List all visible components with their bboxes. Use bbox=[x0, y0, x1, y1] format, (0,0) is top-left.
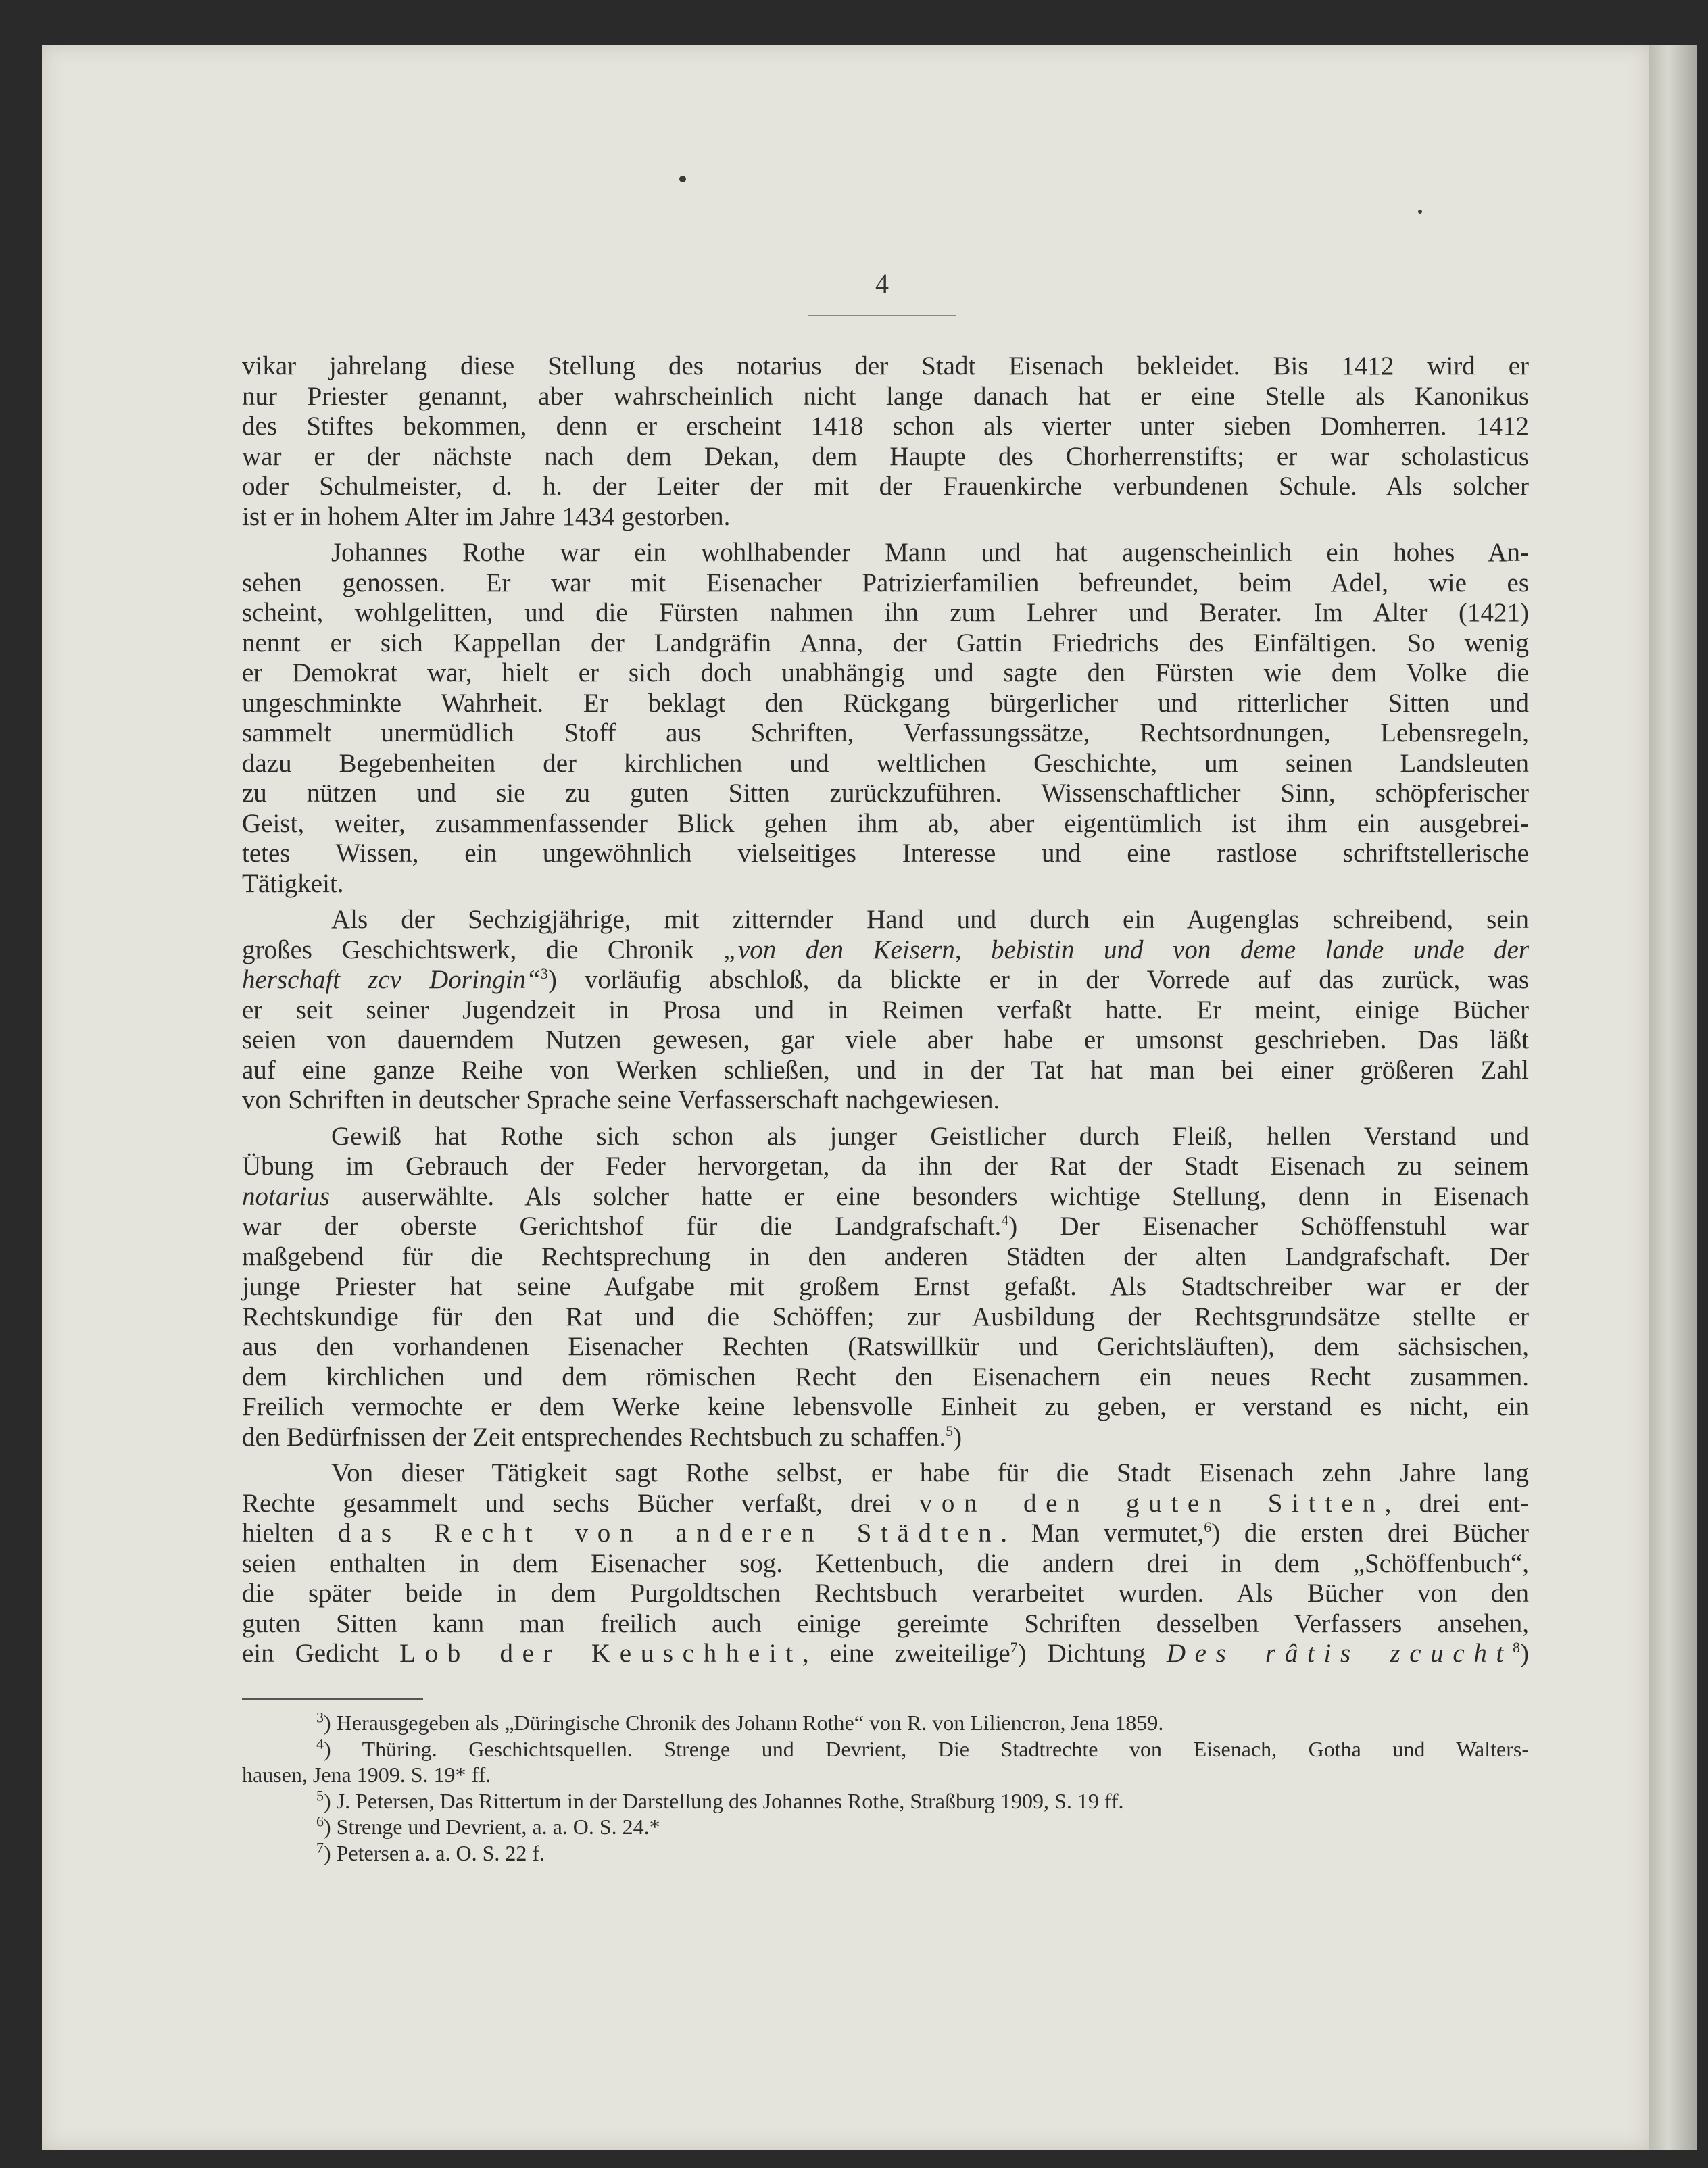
text-line: Freilich vermochte er dem Werke keine lebensvolle Einheit zu geben, er verstand es nicht, ein bbox=[242, 1392, 1529, 1421]
chronicle-title: herschaft zcv Doringin“ bbox=[242, 965, 541, 994]
text-run: ) die ersten drei Bücher bbox=[1211, 1519, 1529, 1548]
text-line: Johannes Rothe war ein wohlhabender Mann und hat augenscheinlich ein hohes An- bbox=[331, 538, 1529, 567]
text-line: des Stiftes bekommen, denn er erscheint 1418 schon als vierter unter sieben Domherren. 1412 bbox=[242, 412, 1529, 441]
footnote-ref: 5 bbox=[946, 1422, 954, 1439]
footnote-mark: 7 bbox=[316, 1838, 324, 1856]
text-line: guten Sitten kann man freilich auch einige gereimte Schriften desselben Verfassers ansehen, bbox=[242, 1608, 1529, 1638]
text-line: maßgebend für die Rechtsprechung in den anderen Städten der alten Landgrafschaft. Der bbox=[242, 1241, 1529, 1271]
text-line: Gewiß hat Rothe sich schon als junger Geistlicher durch Fleiß, hellen Verstand und bbox=[331, 1121, 1529, 1151]
text-line: dem kirchlichen und dem römischen Recht den Eisenachern ein neues Recht zusammen. bbox=[242, 1362, 1529, 1391]
text-line: nur Priester genannt, aber wahrscheinlich nicht lange danach hat er eine Stelle als Kanonikus bbox=[242, 381, 1529, 411]
text-run: , eine zweiteilige bbox=[802, 1639, 1010, 1668]
text-line: junge Priester hat seine Aufgabe mit großem Ernst gefaßt. Als Stadtschreiber war er der bbox=[242, 1272, 1529, 1301]
footnote-ref: 8 bbox=[1513, 1639, 1521, 1656]
footnote-ref: 4 bbox=[1001, 1212, 1009, 1229]
speck-mark bbox=[1418, 210, 1422, 214]
spaced-title: von den guten Sitten bbox=[919, 1488, 1385, 1518]
text-line: seien enthalten in dem Eisenacher sog. Kettenbuch, die andern drei in dem „Schöffenbuch“, bbox=[242, 1548, 1529, 1578]
footnote-text: ) Strenge und Devrient, a. a. O. S. 24.* bbox=[324, 1815, 660, 1839]
text-line bbox=[242, 965, 1529, 995]
paragraph-1 bbox=[242, 351, 1529, 532]
text-run: , drei ent- bbox=[1384, 1488, 1529, 1518]
text-line: auf eine ganze Reihe von Werken schließen, und in der Tat hat man bei einer größeren Zahl bbox=[242, 1055, 1529, 1085]
text-line: aus den vorhandenen Eisenacher Rechten (Ratswillkür und Gerichtsläuften), dem sächsischen, bbox=[242, 1332, 1529, 1361]
text-line bbox=[242, 1182, 1529, 1212]
text-run: ) bbox=[953, 1422, 962, 1452]
footnote-7 bbox=[242, 1840, 1529, 1867]
text-run: ) Der Eisenacher Schöffenstuhl war bbox=[1008, 1212, 1529, 1241]
text-line: Von dieser Tätigkeit sagt Rothe selbst, er habe für die Stadt Eisenach zehn Jahre lang bbox=[331, 1458, 1529, 1487]
text-line: oder Schulmeister, d. h. der Leiter der mit der Frauenkirche verbundenen Schule. Als solcher bbox=[242, 472, 1529, 501]
text-line: ungeschminkte Wahrheit. Er beklagt den Rückgang bürgerlicher und ritterlicher Sitten und bbox=[242, 688, 1529, 718]
footnote-mark: 6 bbox=[316, 1813, 324, 1830]
footnote-3 bbox=[242, 1710, 1529, 1736]
footnote-ref: 7 bbox=[1010, 1639, 1018, 1656]
text-run: großes Geschichtswerk, die Chronik bbox=[242, 935, 724, 964]
text-line: sammelt unermüdlich Stoff aus Schriften, Verfassungssätze, Rechtsordnungen, Lebensregeln, bbox=[242, 718, 1529, 747]
text-line: die später beide in dem Purgoldtschen Rechtsbuch verarbeitet wurden. Als Bücher von den bbox=[242, 1579, 1529, 1608]
text-run: ein Gedicht bbox=[242, 1639, 400, 1668]
text-run: ) bbox=[1520, 1639, 1530, 1668]
text-line bbox=[242, 1519, 1529, 1549]
text-run: ) vorläufig abschloß, da blickte er in der Vorrede auf das zurück, was bbox=[547, 965, 1529, 994]
footnote-ref: 3 bbox=[540, 965, 548, 982]
text-line bbox=[242, 1639, 1529, 1669]
footnote-5 bbox=[242, 1788, 1529, 1815]
text-run: auserwählte. Als solcher hatte er eine besonders wichtige Stellung, denn in Eisenach bbox=[330, 1181, 1529, 1211]
text-line: von Schriften in deutscher Sprache seine Verfasserschaft nachgewiesen. bbox=[242, 1085, 1000, 1114]
text-run: den Bedürfnissen der Zeit entsprechendes Rechtsbuch zu schaffen. bbox=[242, 1422, 946, 1452]
footnote-mark: 3 bbox=[316, 1708, 324, 1726]
text-line: zu nützen und sie zu guten Sitten zurückzuführen. Wissenschaftlicher Sinn, schöpferischer bbox=[242, 779, 1529, 808]
adjacent-page-edge bbox=[1649, 45, 1697, 2150]
paragraph-5 bbox=[242, 1458, 1529, 1669]
text-line bbox=[242, 1489, 1529, 1519]
footnote-mark: 4 bbox=[316, 1734, 324, 1752]
footnote-text: ) Petersen a. a. O. S. 22 f. bbox=[324, 1840, 545, 1865]
page-number-rule bbox=[808, 315, 956, 316]
text-line bbox=[242, 1212, 1529, 1242]
footnote-text: ) Thüring. Geschichtsquellen. Strenge und Devrient, Die Stadtrechte von Eisenach, Gotha und Walters- bbox=[324, 1736, 1529, 1761]
footnote-6 bbox=[242, 1814, 1529, 1840]
text-line: nennt er sich Kappellan der Landgräfin Anna, der Gattin Friedrichs des Einfältigen. So wenig bbox=[242, 628, 1529, 658]
text-line bbox=[242, 1423, 1529, 1453]
text-line: er Demokrat war, hielt er sich doch unabhängig und sagte den Fürsten wie dem Volke die bbox=[242, 658, 1529, 687]
footnote-text: ) J. Petersen, Das Rittertum in der Darstellung des Johannes Rothe, Straßburg 1909, S. 19 ff. bbox=[324, 1788, 1124, 1813]
page-number: 4 bbox=[875, 268, 889, 299]
paragraph-4 bbox=[242, 1122, 1529, 1453]
text-line: ist er in hohem Alter im Jahre 1434 gestorben. bbox=[242, 501, 731, 531]
text-run: Rechte gesammelt und sechs Bücher verfaßt, drei bbox=[242, 1488, 919, 1518]
footnotes bbox=[242, 1710, 1529, 1866]
speck-mark bbox=[679, 176, 686, 182]
text-run: hielten bbox=[242, 1519, 338, 1548]
text-line bbox=[242, 935, 1529, 966]
footnote-mark: 5 bbox=[316, 1786, 324, 1804]
text-line: scheint, wohlgelitten, und die Fürsten nahmen ihn zum Lehrer und Berater. Im Alter (1421) bbox=[242, 598, 1529, 627]
text-line: tetes Wissen, ein ungewöhnlich vielseitiges Interesse und eine rastlose schriftstellerische bbox=[242, 839, 1529, 868]
text-line: dazu Begebenheiten der kirchlichen und weltlichen Geschichte, um seinen Landsleuten bbox=[242, 748, 1529, 778]
text-line: Übung im Gebrauch der Feder hervorgetan, da ihn der Rat der Stadt Eisenach zu seinem bbox=[242, 1152, 1529, 1181]
body-text bbox=[242, 351, 1529, 1675]
text-line: war er der nächste nach dem Dekan, dem Haupte des Chorherrenstifts; er war scholasticus bbox=[242, 441, 1529, 471]
text-line: Rechtskundige für den Rat und die Schöffen; zur Ausbildung der Rechtsgrundsätze stellte er bbox=[242, 1302, 1529, 1331]
spaced-title: Des râtis zcucht bbox=[1166, 1639, 1513, 1668]
text-run: ) Dichtung bbox=[1017, 1639, 1167, 1668]
text-line: Tätigkeit. bbox=[242, 868, 344, 898]
text-line: sehen genossen. Er war mit Eisenacher Patrizierfamilien befreundet, beim Adel, wie es bbox=[242, 568, 1529, 597]
text-line: er seit seiner Jugendzeit in Prosa und in Reimen verfaßt hatte. Er meint, einige Bücher bbox=[242, 995, 1529, 1025]
text-line: Geist, weiter, zusammenfassender Blick gehen ihm ab, aber eigentümlich ist ihm ein ausgebrei- bbox=[242, 808, 1529, 838]
footnote-4 bbox=[242, 1736, 1529, 1763]
paragraph-3 bbox=[242, 905, 1529, 1116]
text-line: seien von dauerndem Nutzen gewesen, gar viele aber habe er umsonst geschrieben. Das läßt bbox=[242, 1025, 1529, 1054]
spaced-title: das Recht von anderen Städten bbox=[337, 1519, 1001, 1548]
footnote-ref: 6 bbox=[1204, 1519, 1212, 1535]
text-run: war der oberste Gerichtshof für die Landgrafschaft. bbox=[242, 1212, 1002, 1241]
paragraph-2 bbox=[242, 538, 1529, 899]
footnote-text: ) Herausgegeben als „Düringische Chronik des Johann Rothe“ von R. von Liliencron, Jena 1859. bbox=[324, 1710, 1164, 1735]
text-run: . Man vermutet, bbox=[1000, 1519, 1204, 1548]
footnote-4-continued: hausen, Jena 1909. S. 19* ff. bbox=[242, 1763, 491, 1787]
term-notarius: notarius bbox=[242, 1181, 331, 1211]
text-line: vikar jahrelang diese Stellung des notarius der Stadt Eisenach bekleidet. Bis 1412 wird er bbox=[242, 351, 1529, 380]
footnote-rule bbox=[242, 1698, 423, 1700]
text-line: Als der Sechzigjährige, mit zitternder Hand und durch ein Augenglas schreibend, sein bbox=[331, 905, 1529, 934]
spaced-title: Lob der Keuschheit bbox=[399, 1639, 802, 1668]
chronicle-title: „von den Keisern, bebistin und von deme lande unde der bbox=[723, 935, 1529, 964]
